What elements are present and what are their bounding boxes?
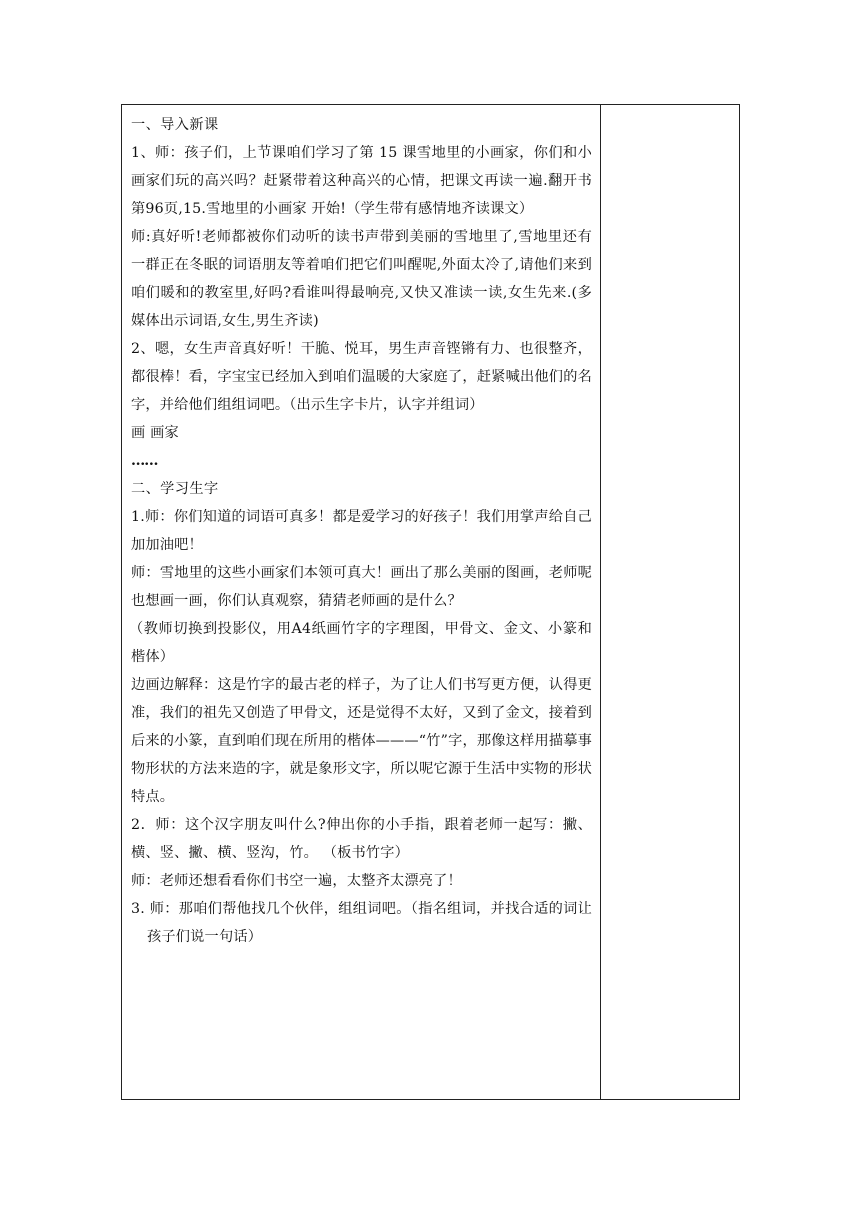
paragraph-word-building: 3. 师：那咱们帮他找几个伙伴，组组词吧。（指名组词，并找合适的词让孩子们说一句话） [131,901,592,945]
paragraph-stroke-order: 2．师：这个汉字朋友叫什么?伸出你的小手指，跟着老师一起写：撇、横、竖、撇、横、竖沟，竹。 （板书竹字） [131,817,592,861]
paragraph-word-cards: 2、嗯，女生声音真好听！干脆、悦耳，男生声音铿锵有力、也很整齐，都很棒！看，字宝宝已经加入到咱们温暖的大家庭了，赶紧喊出他们的名字，并给他们组组词吧。（出示生字卡片，认字并组词） [131,341,592,413]
teaching-process-cell [122,105,601,1100]
table-row [122,105,740,1100]
paragraph-word-example: 画 画家 [131,425,179,441]
paragraph-projector-note: （教师切换到投影仪，用A4纸画竹字的字理图，甲骨文、金文、小篆和楷体） [129,621,592,665]
paragraph-applause: 1.师：你们知道的词语可真多！都是爱学习的好孩子！我们用掌声给自己加加油吧！ [131,509,592,553]
teaching-process-content [122,105,600,951]
paragraph-teacher-opening: 1、师：孩子们，上节课咱们学习了第 15 课雪地里的小画家，你们和小画家们玩的高兴吗？赶紧带着这种高兴的心情，把课文再读一遍.翻开书第96页,15.雪地里的小画家 开始!（学生带有感情地齐读课文） [131,145,592,217]
paragraph-air-writing: 师：老师还想看看你们书空一遍，太整齐太漂亮了！ [131,873,462,889]
section-heading-characters: 二、学习生字 [131,481,219,497]
lesson-plan-table [121,104,740,1100]
paragraph-teacher-draw: 师：雪地里的这些小画家们本领可真大！画出了那么美丽的图画，老师呢也想画一画，你们认真观察，猜猜老师画的是什么？ [131,565,592,609]
paragraph-ellipsis: …… [131,453,158,469]
paragraph-explanation: 边画边解释：这是竹字的最古老的样子，为了让人们书写更方便，认得更准，我们的祖先又创造了甲骨文，还是觉得不太好，又到了金文，接着到后来的小篆，直到咱们现在所用的楷体———“竹”字，那像这样用描摹事物形状的方法来造的字，就是象形文字，所以呢它源于生活中实物的形状特点。 [131,677,592,805]
section-heading-intro: 一、导入新课 [131,117,219,133]
paragraph-teacher-praise: 师:真好听!老师都被你们动听的读书声带到美丽的雪地里了,雪地里还有一群正在冬眠的词语朋友等着咱们把它们叫醒呢,外面太冷了,请他们来到咱们暖和的教室里,好吗?看谁叫得最响亮,又快又准读一读,女生先来.(多媒体出示词语,女生,男生齐读) [131,229,592,329]
notes-cell [601,105,740,1100]
